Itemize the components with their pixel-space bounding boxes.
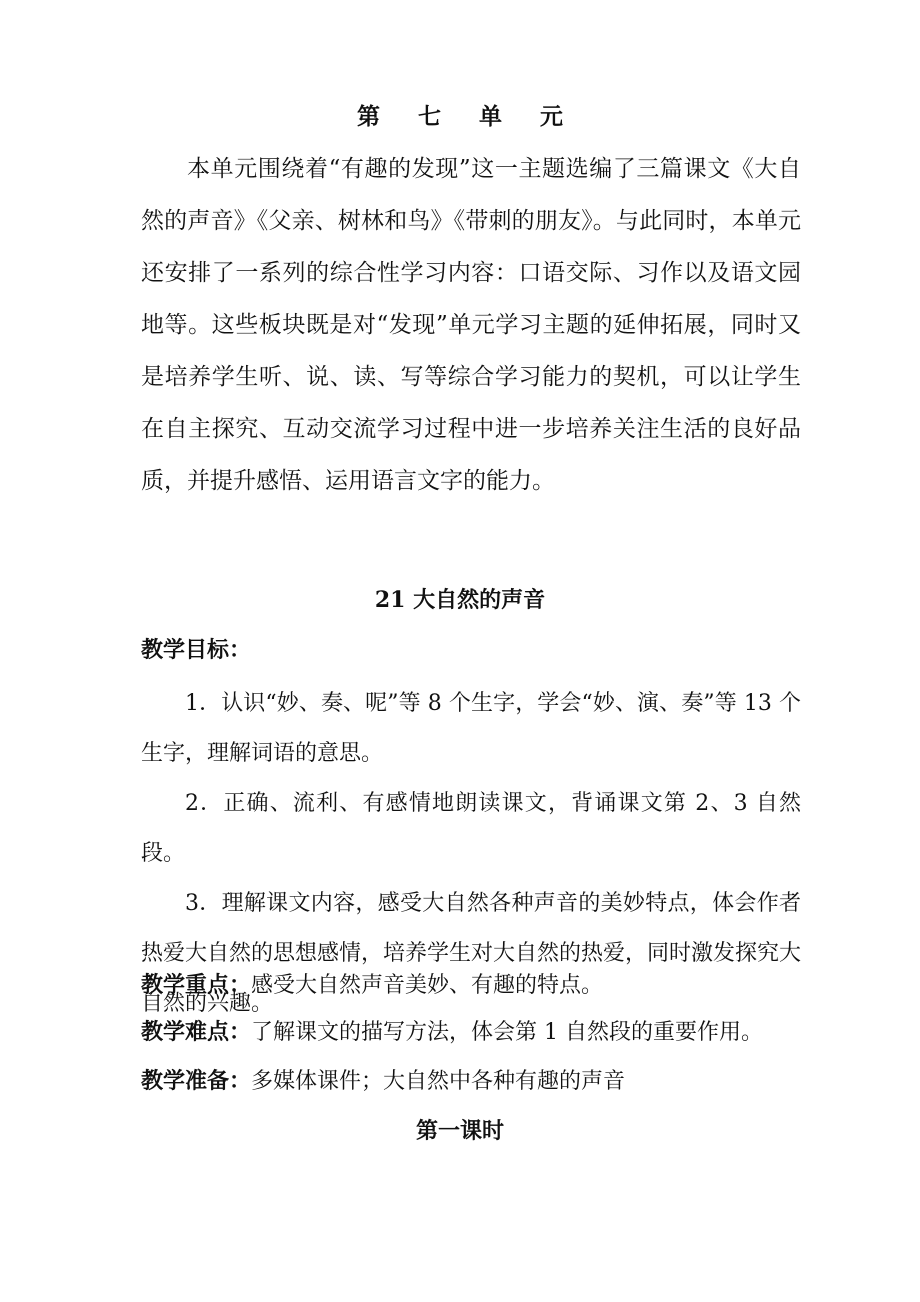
period-title: 第一课时: [415, 1118, 504, 1144]
unit-intro-paragraph: 本单元围绕着“有趣的发现”这一主题选编了三篇课文《大自然的声音》《父亲、树林和鸟》《带刺的朋友》。与此同时，本单元还安排了一系列的综合性学习内容：口语交际、习作以及语文园地等。这些板块既是对“发现”单元学习主题的延伸拓展，同时又是培养学生听、说、读、写等综合学习能力的契机，可以让学生在自主探究、互动交流学习过程中进一步培养关注生活的良好品质，并提升感悟、运用语言文字的能力。: [141, 156, 801, 494]
objective-text: 正确、流利、有感情地朗读课文，背诵课文第 2、3 自然段。: [141, 791, 802, 866]
preparation-text: 多媒体课件；大自然中各种有趣的声音: [251, 1069, 626, 1094]
objectives-label: 教学目标：: [141, 637, 252, 663]
objective-item: [141, 879, 801, 1029]
objective-text: 认识“妙、奏、呢”等 8 个生字，学会“妙、演、奏”等 13 个生字，理解词语的意思。: [141, 691, 801, 766]
lesson-title: 21 大自然的声音: [374, 587, 546, 613]
difficulty-text: 了解课文的描写方法，体会第 1 自然段的重要作用。: [251, 1020, 764, 1045]
objectives-heading: [141, 634, 801, 667]
key-point-line: [141, 969, 801, 1002]
difficulty-label: 教学难点：: [141, 1019, 252, 1045]
preparation-label: 教学准备：: [141, 1068, 252, 1094]
key-point-text: 感受大自然声音美妙、有趣的特点。: [251, 973, 604, 998]
difficulty-line: [141, 1016, 801, 1049]
unit-title: 第 七 单 元: [356, 103, 579, 130]
objective-text: 理解课文内容，感受大自然各种声音的美妙特点，体会作者热爱大自然的思想感情，培养学生对大自然的热爱，同时激发探究大自然的兴趣。: [141, 891, 802, 1016]
objective-number: 2．: [185, 791, 224, 816]
objective-number: 3．: [185, 891, 222, 916]
objective-item: [141, 779, 801, 879]
objective-number: 1．: [185, 691, 222, 716]
objective-item: [141, 679, 801, 779]
key-point-label: 教学重点：: [141, 972, 252, 998]
preparation-line: [141, 1065, 801, 1098]
